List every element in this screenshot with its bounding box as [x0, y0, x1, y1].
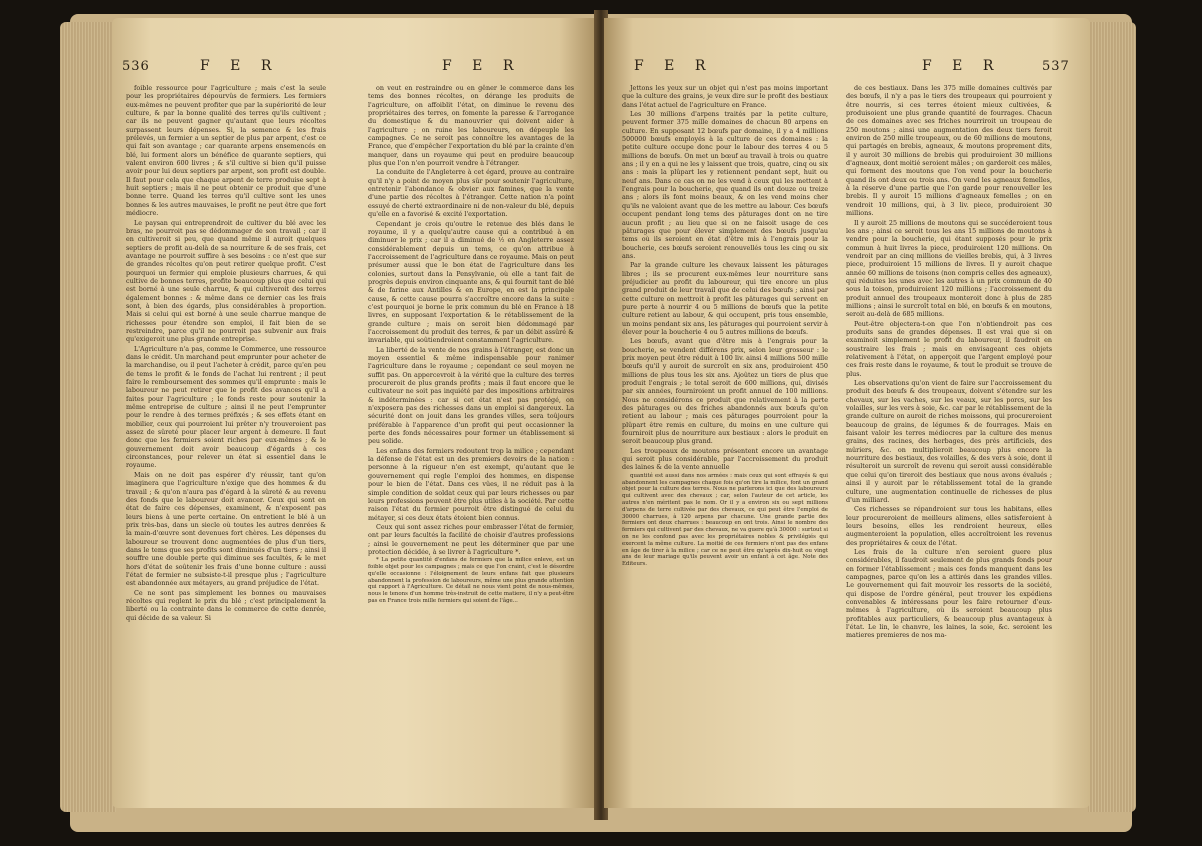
paragraph: Ce ne sont pas simplement les bonnes ou mauvaises récoltes qui reglent le prix du blé ; c'est principalement la liberté ou la contrainte dans le commerce de cette denrée, qui décide de sa valeur. Si	[126, 588, 326, 622]
paragraph: Mais on ne doit pas espérer d'y réussir, tant qu'on imaginera que l'agriculture n'exige que des hommes & du travail ; & qu'on n'aura pas d'égard à la sûreté & au revenu des fonds que le laboureur doit avancer. Ceux qui sont en état de faire ces dépenses, examinent, & n'exposent pas leurs biens à une perte certaine. On entretient le blé à un prix très-bas, dans un siecle où toutes les autres denrées & la main-d'œuvre sont devenues fort chères. Les dépenses du laboureur se trouvent donc augmentées de plus d'un tiers, dans le tems que ses profits sont diminués d'un tiers ; ainsi il souffre une double perte qui diminue ses facultés, & le met hors d'état de soûtenir les frais d'une bonne culture : aussi l'état de fermier ne subsiste-t-il presque plus ; l'agriculture est abandonnée aux métayers, au grand préjudice de l'état.	[126, 470, 326, 588]
paragraph: Peut-être objectera-t-on que l'on n'obtiendroit pas ces produits sans de grandes dépenses. Il est vrai que si on examinoit simplement le profit du laboureur, il faudroit en soustraire les frais ; mais en envisageant ces objets relativement à l'état, on apperçoit que l'argent employé pour ces frais reste dans le royaume, & tout le produit se trouve de plus.	[846, 319, 1052, 378]
paragraph: La liberté de la vente de nos grains à l'étranger, est donc un moyen essentiel & même indispensable pour ranimer l'agriculture dans le royaume ; cependant ce seul moyen ne suffit pas. On appercevroit à la vérité que la culture des terres procureroit de plus grands profits ; mais il faut encore que le cultivateur ne soit pas inquiété par des impositions arbitraires & indéterminées : car si cet état n'est pas protégé, on n'exposera pas des richesses dans un emploi si dangereux. La sécurité dont on jouit dans les grandes villes, sera toûjours préférable à l'apparence d'un profit qui peut occasionner la perte des fonds nécessaires pour former un établissement si peu solide.	[368, 345, 574, 446]
left-page-header-left: F E R	[200, 58, 280, 74]
left-page	[112, 18, 598, 808]
paragraph: Ceux qui sont assez riches pour embrasser l'état de fermier, ont par leurs facultés la facilité de choisir d'autres professions ; ainsi le gouvernement ne peut les déterminer que par une protection décidée, à se livrer à l'agriculture *.	[368, 522, 574, 556]
left-page-edges	[60, 22, 116, 812]
right-page	[604, 18, 1090, 808]
paragraph: Les enfans des fermiers redoutent trop la milice ; cependant la défense de l'état est un des premiers devoirs de la nation : personne à la rigueur n'en est exempt, qu'autant que le gouvernement qui regle l'emploi des hommes, en dispense pour le bien de l'état. Dans ces vûes, il ne réduit pas à la simple condition de soldat ceux qui par leurs richesses ou par leurs professions peuvent être plus utiles à la société. Par cette raison l'état du fermier pourroit être distingué de celui du métayer, si ces deux états étoient bien connus.	[368, 446, 574, 522]
right-page-column-1	[622, 84, 828, 804]
paragraph: Par la grande culture les chevaux laissent les pâturages libres ; ils se procurent eux-mêmes leur nourriture sans préjudicier au profit du laboureur, qui tire encore un plus grand produit de leur travail que de celui des bœufs ; ainsi par cette culture on mettroit à profit les pâturages qui servent en pure perte à nourrir 4 ou 5 millions de bœufs que la petite culture retient au labour, & qui occupent, pris tous ensemble, un moins pendant six ans, les pâturages qui pourroient servir à élever pour la boucherie 4 ou 5 autres millions de bœufs.	[622, 261, 828, 336]
paragraph: foible ressource pour l'agriculture ; mais c'est la seule pour les propriétaires dépourvûs de fermiers. Les fermiers eux-mêmes ne peuvent profiter que par la supériorité de leur culture, & par la bonne qualité des terres qu'ils cultivent ; car ils ne peuvent gagner qu'autant que leurs récoltes surpassent leurs dépenses. Si, la semence & les frais prélevés, un fermier a un septier de plus par arpent, c'est ce qui fait son avantage ; car quarante arpens ensemencés en blé, lui forment alors un bénéfice de quarante septiers, qui valent environ 600 livres ; & s'il cultive si bien qu'il puisse avoir pour lui deux septiers par arpent, son profit est double. Il faut pour cela que chaque arpent de terre produise sept à huit septiers ; mais il ne peut obtenir ce produit que d'une bonne terre. Quand les terres qu'il cultive sont les unes bonnes & les autres mauvaises, le profit ne peut être que fort médiocre.	[126, 84, 326, 218]
paragraph: L'Agriculture n'a pas, comme le Commerce, une ressource dans le crédit. Un marchand peut emprunter pour acheter de la marchandise, ou il peut l'acheter à crédit, parce qu'en peu de tems le profit & le fonds de l'achat lui rentrent ; il peut faire le remboursement des sommes qu'il emprunte : mais le laboureur ne peut retirer que le profit des avances qu'il a faites pour l'agriculture ; le fonds reste pour soutenir la même entreprise de culture ; ainsi il ne peut l'emprunter pour le rendre à des termes préfixés ; & ses effets étant en mobilier, ceux qui pourroient lui prêter n'y trouveroient pas assez de sûreté pour placer leur argent à demeure. Il faut donc que les fermiers soient riches par eux-mêmes ; & le gouvernement doit avoir beaucoup d'égards à ces circonstances, pour relever un état si essentiel dans le royaume.	[126, 344, 326, 470]
paragraph: de ces bestiaux. Dans les 375 mille domaines cultivés par des bœufs, il n'y a pas le tiers des troupeaux qui pourroient y être nourris, si ces terres étoient mieux cultivées, & produisoient une plus grande quantité de fourrages. Chacun de ces domaines avec ses friches nourriroit un troupeau de 250 moutons ; ainsi une augmentation des deux tiers feroit environ de 250 mille troupeaux, ou de 60 millions de moutons, qui partagés en brebis, agneaux, & moutons proprement dits, il y auroit 30 millions de brebis qui produiroient 30 millions d'agneaux, dont moitié seroient mâles ; on garderoit ces mâles, qui forment des moutons que l'on vend pour la boucherie quand ils ont deux ou trois ans. On vend les agneaux femelles, à la réserve d'une partie que l'on garde pour renouveller les brebis. Il y auroit 15 millions d'agneaux femelles ; on en vendroit 10 millions, qui, à 3 liv. piece, produiroient 30 millions.	[846, 84, 1052, 218]
paragraph: Il y auroit 25 millions de moutons qui se succéderoient tous les ans ; ainsi ce seroit tous les ans 15 millions de moutons à vendre pour la boucherie, qui étant supposés pour le prix commun à huit livres la piece, produiroient 120 millions. On vendroit par an cinq millions de vieilles brebis, qui, à 3 livres piece, produiroient 15 millions de livres. Il y auroit chaque année 60 millions de toisons (non compris celles des agneaux), qui réduites les unes avec les autres à un prix commun de 40 sous la toison, produiroient 120 millions ; l'accroissement du produit annuel des troupeaux monteroit donc à plus de 285 millions ; ainsi le surcroît total en blé, en bœufs & en moutons, seroit au-delà de 685 millions.	[846, 218, 1052, 319]
paragraph: Les frais de la culture n'en seroient guere plus considérables, il faudroit seulement de plus grands fonds pour en former l'établissement ; mais ces fonds manquent dans les campagnes, parce qu'on les a attirés dans les grandes villes. Le gouvernement qui fait mouvoir les ressorts de la société, qui dispose de l'ordre général, peut trouver les expédiens convenables & intéressans pour les faire retourner d'eux-mêmes à l'agriculture, où ils seroient beaucoup plus profitables aux particuliers, & beaucoup plus avantageux à l'état. Le lin, le chanvre, les laines, la soie, &c. seroient les matieres premieres de nos ma-	[846, 547, 1052, 640]
paragraph: Jettons les yeux sur un objet qui n'est pas moins important que la culture des grains, je veux dire sur le profit des bestiaux dans l'état actuel de l'agriculture en France.	[622, 84, 828, 109]
left-page-column-2	[368, 84, 574, 804]
left-page-column-1	[126, 84, 326, 804]
paragraph: Les 30 millions d'arpens traités par la petite culture, peuvent former 375 mille domaines de chacun 80 arpens en culture. En supposant 12 bœufs par domaine, il y a 4 millions 500000 bœufs employés à la culture de ces domaines : la petite culture occupe donc pour le labour des terres 4 ou 5 millions de bœufs. On met un bœuf au travail à trois ou quatre ans ; il y en a qui ne les y laissent que trois, quatre, cinq ou six ans : mais la plûpart les y retiennent pendant sept, huit ou neuf ans. Dans ce cas on ne les vend à ceux qui les mettent à l'engrais pour la boucherie, que quand ils ont douze ou treize ans ; alors ils font moins beaux, & on les vend moins cher qu'ils ne valoient avant que de les mettre au labour. Ces bœufs occupent pendant long tems des pâturages dont on ne tire aucun profit ; au lieu que si on ne faisoit usage de ces pâturages que pour élever simplement des bœufs jusqu'au tems où ils seroient en état d'être mis à l'engrais pour la boucherie, ces bœufs seroient renouvellés tous les cinq ou six ans.	[622, 110, 828, 260]
footnote: quantité est aussi dans nos armées : mais ceux qui sont effrayés & qui abandonnent les campagnes chaque fois qu'on tire la milice, font un grand objet pour la culture des terres. Nous ne parlerons ici que des laboureurs qui cultivent avec des chevaux ; car, selon l'auteur de cet article, les autres n'en méritent pas le nom. Or il y a environ six ou sept millions d'arpens de terre cultivée par des chevaux, ce qui peut être l'emploi de 30000 charrues, à 120 arpens par chacune. Une grande partie des fermiers ont deux charrues : beaucoup en ont trois. Ainsi le nombre des fermiers qui cultivent par des chevaux, ne va guere qu'à 30000 : surtout si on ne les confond pas avec les propriétaires nobles & privilégiés qui exercent la même culture. La moitié de ces fermiers n'ont pas des enfans en âge de tirer à la milice ; car ce ne peut être qu'après dix-huit ou vingt ans de leur mariage qu'ils peuvent avoir un enfant à cet âge. Note des Editeurs.	[622, 472, 828, 568]
paragraph: Ces richesses se répandroient sur tous les habitans, elles leur procureroient de meilleurs alimens, elles satisferoient à leurs besoins, elles les rendroient heureux, elles augmenteroient la population, elles accroîtroient les revenus des propriétaires & ceux de l'état.	[846, 505, 1052, 547]
paragraph: on veut en restraindre ou en gêner le commerce dans les tems des bonnes récoltes, on dérange les produits de l'agriculture, on affoiblit l'état, on diminue le revenu des propriétaires des terres, on fomente la paresse & l'arrogance du domestique & du manouvrier qui doivent aider à l'agriculture ; on ruine les laboureurs, on dépeuple les campagnes. Ce ne seroit pas connoître les avantages de la France, que d'empêcher l'exportation du blé par la crainte d'en manquer, dans un royaume qui peut en produire beaucoup plus que l'on n'en pourroit vendre à l'étranger.	[368, 84, 574, 168]
left-page-number: 536	[122, 59, 150, 74]
footnote: * La petite quantité d'enfans de fermiers que la milice enleve, est un foible objet pour les campagnes ; mais ce que l'on craint, c'est le désordre qu'elle occasionne : l'éloignement de leurs enfans fait que plusieurs abandonnent la profession de laboureurs, même une plus grande attention qui rapport à l'Agriculture. Ce détail ne nous vient point de nous-mêmes, nous le tenons d'un homme très-instruit de cette matiere, il n'y a peut-être pas en France trois mille fermiers qui soient de l'âge...	[368, 557, 574, 605]
right-page-number: 537	[1042, 59, 1070, 74]
paragraph: Les bœufs, avant que d'être mis à l'engrais pour la boucherie, se vendent différens prix, selon leur grosseur : le prix moyen peut être réduit à 100 liv. ainsi 4 millions 500 mille bœufs qu'il y auroit de surcroît en six ans, produiroient 450 millions de plus tous les six ans. Ajoûtez un tiers de plus que produit l'engrais ; le total seroit de 600 millions, qui, divisés par six années, fourniroient un profit annuel de 100 millions. Nous ne considérons ce produit que relativement à la perte des pâturages ou des friches abandonnés aux bœufs qu'on retient au labour ; mais ces pâturages pourroient pour la plûpart être remis en culture, du moins en une culture qui fourniroit plus de nourriture aux bestiaux : alors le produit en seroit beaucoup plus grand.	[622, 337, 828, 446]
paragraph: Cependant je crois qu'outre le retenue des blés dans le royaume, il y a quelqu'autre cause qui a contribué à en diminuer le prix ; car il a diminué de ½ en Angleterre assez considérablement depuis un tems, ce qu'on attribue à l'accroissement de l'agriculture dans ce royaume. Mais on peut présumer aussi que le bon état de l'agriculture dans les colonies, surtout dans la Pensylvanie, où elle a tant fait de progrès depuis environ cinquante ans, & qui fournit tant de blé & de farine aux Antilles & en Europe, en est la principale cause, & cette cause pourra s'accroître encore dans la suite : c'est pourquoi je borne le prix commun du blé en France à 18 livres, en supposant l'exportation & le rétablissement de la grande culture ; mais on seroit bien dédommagé par l'accroissement du produit des terres, & par un débit assûré & invariable, qui soûtiendroient constamment l'agriculture.	[368, 219, 574, 345]
paragraph: Les observations qu'on vient de faire sur l'accroissement du produit des bœufs & des troupeaux, doivent s'étendre sur les chevaux, sur les vaches, sur les veaux, sur les porcs, sur les volailles, sur les vers à soie, &c. car par le rétablissement de la grande culture on auroit de riches moissons, qui procureroient beaucoup de grains, de légumes & de fourrages. Mais en faisant valoir les terres médiocres par la culture des menus grains, des racines, des herbages, des prés artificiels, des mûriers, &c. on multiplieroit beaucoup plus encore la nourriture des bestiaux, des volailles, & des vers à soie, dont il résulteroit un surcroît de revenu qui seroit aussi considérable que celui qu'on tireroit des bestiaux que nous avons évalués ; ainsi il y auroit par le rétablissement total de la grande culture, une augmentation continuelle de richesses de plus d'un milliard.	[846, 379, 1052, 504]
paragraph: La conduite de l'Angleterre à cet égard, prouve au contraire qu'il n'y a point de moyen plus sûr pour soutenir l'agriculture, entretenir l'abondance & obvier aux famines, que la vente d'une partie des récoltes à l'étranger. Cette nation n'a point essuyé de cherté extraordinaire ni de non-valeur du blé, depuis qu'elle en a favorisé & excité l'exportation.	[368, 168, 574, 219]
right-page-edges	[1088, 22, 1136, 812]
left-page-header-right: F E R	[442, 58, 522, 74]
right-page-header-right: F E R	[922, 58, 1002, 74]
right-page-column-2	[846, 84, 1052, 804]
paragraph: Le paysan qui entreprendroit de cultiver du blé avec les bras, ne pourroit pas se dédommager de son travail ; car il en cultiveroit si peu, que quand même il auroit quelques septiers de profit au-delà de sa nourriture & de ses frais, cet avantage ne pourroit suffire à ses besoins : ce n'est que sur de grandes récoltes qu'on peut retirer quelque profit. C'est pourquoi un fermier qui emploie plusieurs charrues, & qui cultive de bonnes terres, profite beaucoup plus que celui qui est borné à une seule charrue, & qui cultiveroit des terres également bonnes : & même dans ce dernier cas les frais sont, à bien des égards, plus considérables à proportion. Mais si celui qui est borné à une seule charrue manque de richesses pour étendre son emploi, il fait bien de se restreindre, parce qu'il ne pourroit pas subvenir aux frais qu'exigeroit une plus grande entreprise.	[126, 218, 326, 344]
paragraph: Les troupeaux de moutons présentent encore un avantage qui seroit plus considérable, par l'accroissement du produit des laines & de la vente annuelle	[622, 446, 828, 472]
right-page-header-left: F E R	[634, 58, 714, 74]
